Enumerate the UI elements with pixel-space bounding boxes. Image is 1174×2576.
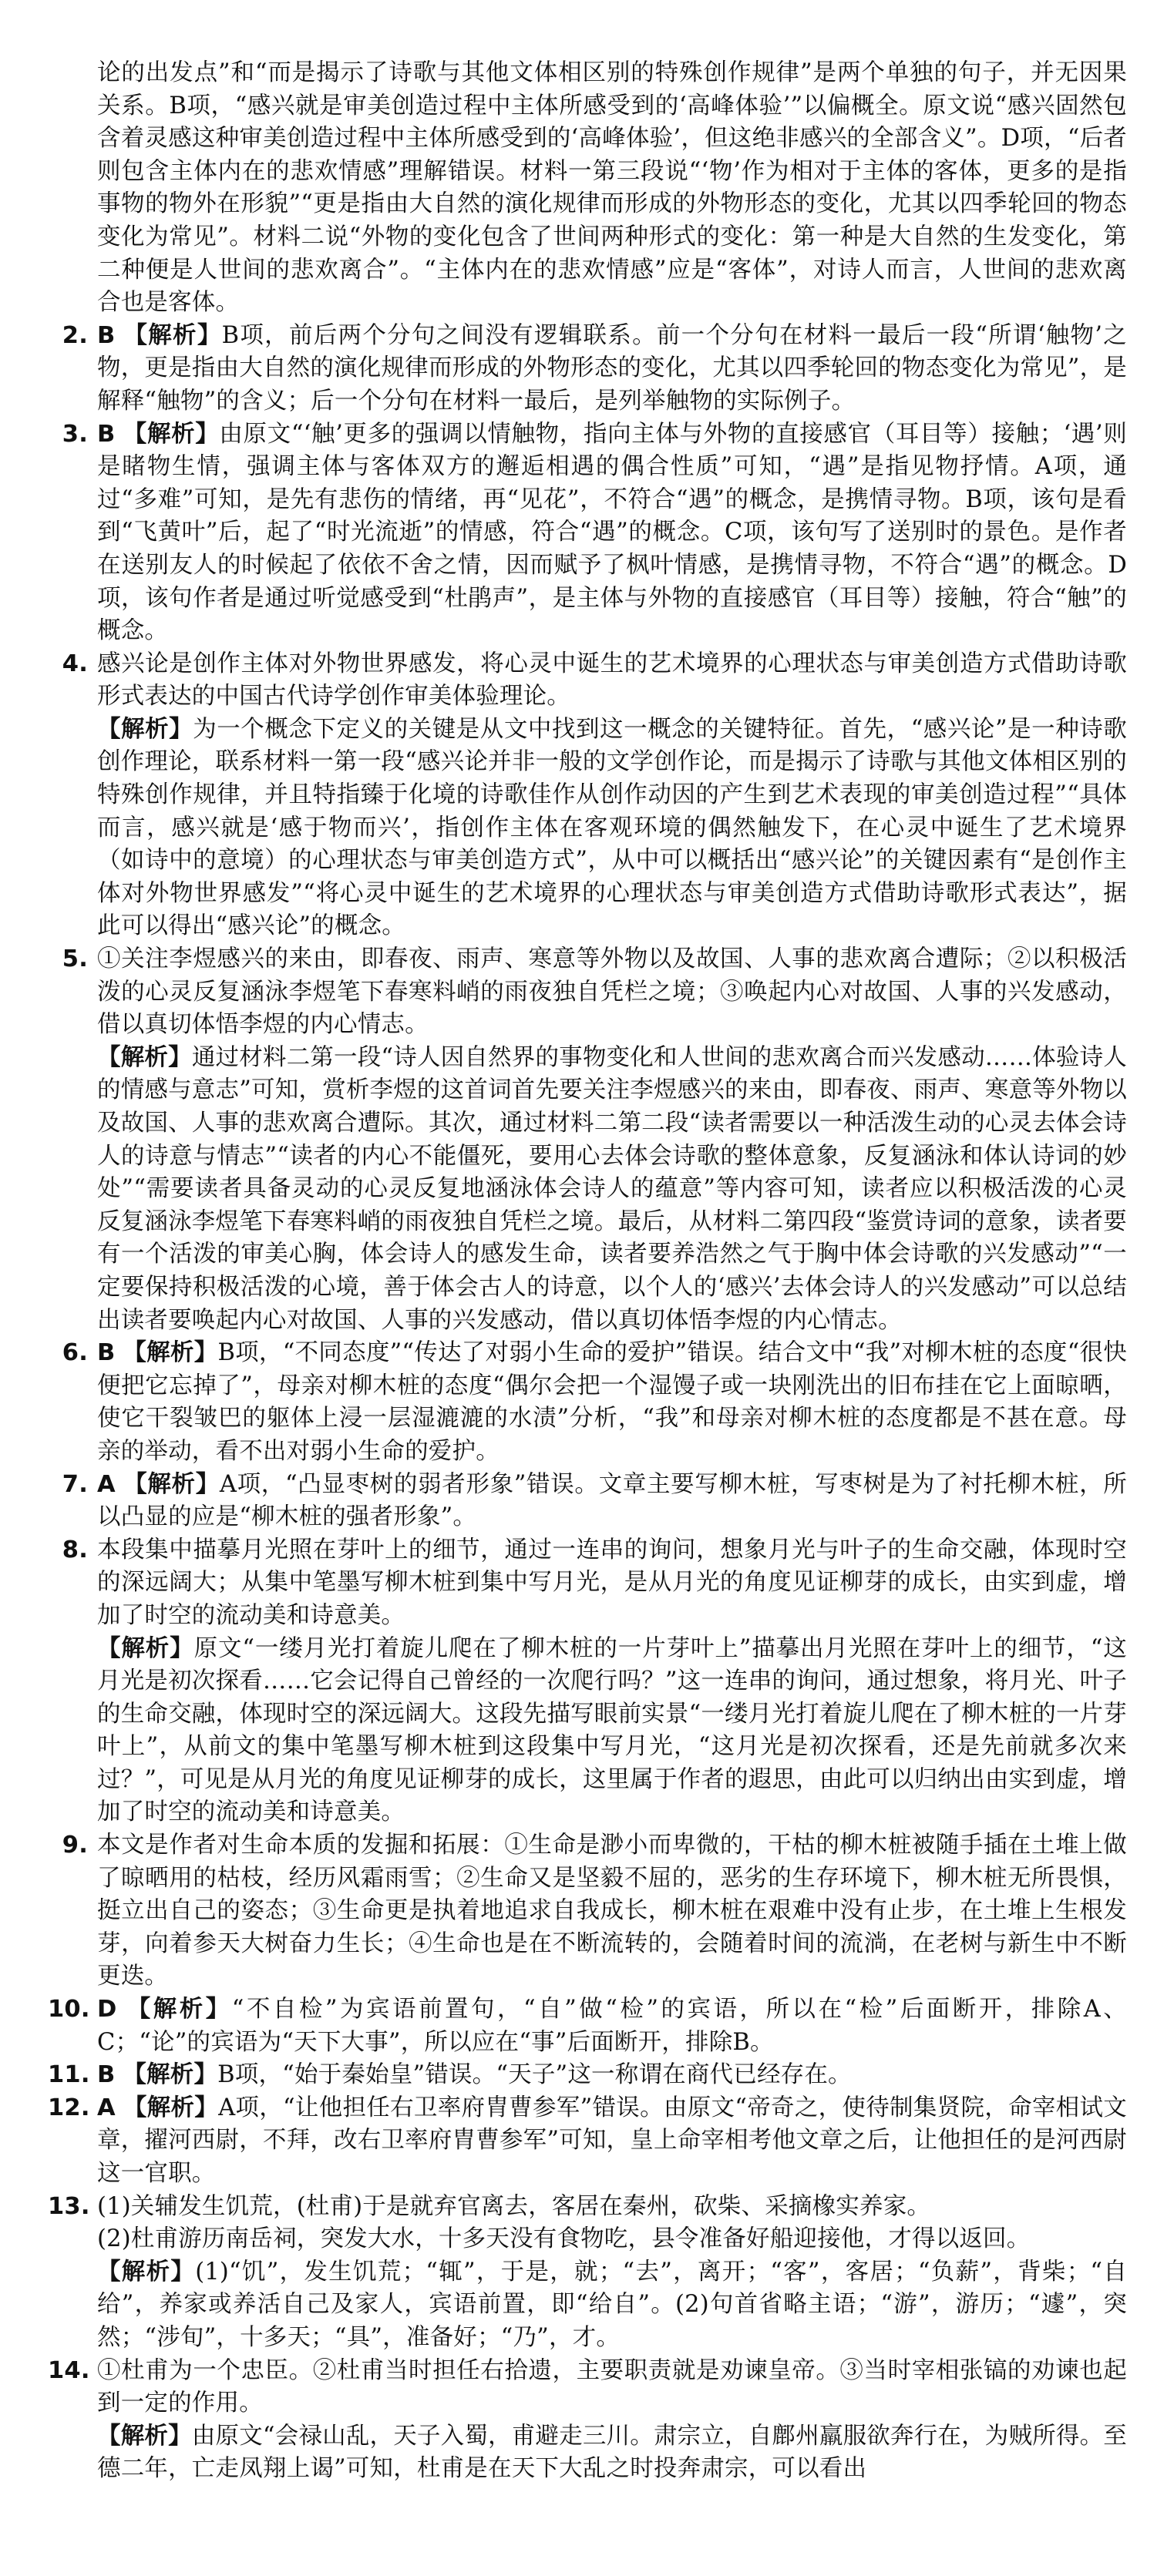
analysis-tag: 【解析】: [97, 2422, 192, 2450]
answer-item-8: [48, 1534, 1127, 1829]
answer-item-3: [48, 418, 1127, 648]
answer-text: 本段集中描摹月光照在芽叶上的细节，通过一连串的询问，想象月光与叶子的生命交融，体现时空的深远阔大；从集中笔墨写柳木桩到集中写月光，是从月光的角度见证柳芽的成长，由实到虚，增加了时空的流动美和诗意美。: [97, 1536, 1127, 1629]
answer-choice: A: [97, 2094, 116, 2121]
answer-content: [48, 57, 1127, 2486]
lead-paragraph: 论的出发点”和“而是揭示了诗歌与其他文体相区别的特殊创作规律”是两个单独的句子，并无因果关系。B项，“感兴就是审美创造过程中主体所感受到的‘高峰体验’”以偏概全。原文说“感兴固然包含着灵感这种审美创造过程中主体所感受到的‘高峰体验’，但这绝非感兴的全部含义”。D项，“后者则包含主体内在的悲欢情感”理解错误。材料一第三段说“‘物’作为相对于主体的客体，更多的是指事物的物外在形貌”“更是指由大自然的演化规律而形成的外物形态的变化，尤其以四季轮回的物态变化为常见”。材料二说“外物的变化包含了世间两种形式的变化：第一种是大自然的生发变化，第二种便是人世间的悲欢离合”。“主体内在的悲欢情感”应是“客体”，对诗人而言，人世间的悲欢离合也是客体。: [97, 59, 1127, 317]
item-number: 7.: [62, 1470, 88, 1498]
analysis-text: 为一个概念下定义的关键是从文中找到这一概念的关键特征。首先，“感兴论”是一种诗歌创作理论，联系材料一第一段“感兴论并非一般的文学创作论，而是揭示了诗歌与其他文体相区别的特殊创作规律，并且特指臻于化境的诗歌佳作从创作动因的产生到艺术表现的审美创造过程”“具体而言，感兴就是‘感于物而兴’，指创作主体在客观环境的偶然触发下，在心灵中诞生了艺术境界（如诗中的意境）的心理状态与审美创造方式”，从中可以概括出“感兴论”的关键因素有“是创作主体对外物世界感发”“将心灵中诞生的艺术境界的心理状态与审美创造方式借助诗歌形式表达”，据此可以得出“感兴论”的概念。: [97, 715, 1127, 940]
analysis-text: 由原文“会禄山乱，天子入蜀，甫避走三川。肃宗立，自鄜州羸服欲奔行在，为贼所得。至德二年，亡走凤翔上谒”可知，杜甫是在天下大乱之时投奔肃宗，可以看出: [97, 2422, 1127, 2483]
item-number: 8.: [62, 1536, 88, 1563]
analysis-text: 由原文“‘触’更多的强调以情触物，指向主体与外物的直接感官（耳目等）接触；‘遇’则是睹物生情，强调主体与客体双方的邂逅相遇的偶合性质”可知，“遇”是指见物抒情。A项，通过“多难”可知，是先有悲伤的情绪，再“见花”，不符合“遇”的概念，是携情寻物。B项，该句是看到“飞黄叶”后，起了“时光流逝”的情感，符合“遇”的概念。C项，该句写了送别时的景色。是作者在送别友人的时候起了依依不舍之情，因而赋予了枫叶情感，是携情寻物，不符合“遇”的概念。D项，该句作者是通过听觉感受到“杜鹃声”，是主体与外物的直接感官（耳目等）接触，符合“触”的概念。: [97, 420, 1127, 645]
answer-choice: B: [97, 2061, 116, 2089]
item-number: 14.: [48, 2356, 90, 2384]
answer-item-7: [48, 1469, 1127, 1534]
analysis-tag: 【解析】: [97, 1043, 192, 1071]
item-number: 6.: [62, 1339, 88, 1367]
analysis-tag: 【解析】: [123, 1339, 218, 1367]
item-number: 9.: [62, 1832, 88, 1859]
answer-text: 本文是作者对生命本质的发掘和拓展：①生命是渺小而卑微的，干枯的柳木桩被随手插在土堆上做了晾晒用的枯枝，经历风霜雨雪；②生命又是坚毅不屈的，恶劣的生存环境下，柳木桩无所畏惧，挺立出自己的姿态；③生命更是执着地追求自我成长，柳木桩在艰难中没有止步，在土堆上生根发芽，向着参天大树奋力生长；④生命也是在不断流转的，会随着时间的流淌，在老树与新生中不断更迭。: [97, 1832, 1127, 1990]
item-number: 10.: [48, 1996, 90, 2024]
answer-item-11: [48, 2059, 1127, 2092]
answer-text: ①杜甫为一个忠臣。②杜甫当时担任右拾遗，主要职责就是劝谏皇帝。③当时宰相张镐的劝谏也起到一定的作用。: [97, 2356, 1127, 2417]
answer-text-2: (2)杜甫游历南岳祠，突发大水，十多天没有食物吃，县令准备好船迎接他，才得以返回。: [97, 2225, 1031, 2253]
answer-item-14: [48, 2355, 1127, 2486]
answer-item-5: [48, 943, 1127, 1337]
answer-item-6: [48, 1337, 1127, 1468]
answer-item-10: [48, 1993, 1127, 2059]
item-number: 12.: [48, 2094, 90, 2121]
answer-item-12: [48, 2092, 1127, 2191]
answer-choice: D: [97, 1996, 117, 2024]
analysis-text: 原文“一缕月光打着旋儿爬在了柳木桩的一片芽叶上”描摹出月光照在芽叶上的细节，“这月光是初次探看……它会记得自己曾经的一次爬行吗？”这一连串的询问，通过想象，将月光、叶子的生命交融，体现时空的深远阔大。这段先描写眼前实景“一缕月光打着旋儿爬在了柳木桩的一片芽叶上”，从前文的集中笔墨写柳木桩到这段集中写月光，“这月光是初次探看，还是先前就多次来过？”，可见是从月光的角度见证柳芽的成长，这里属于作者的遐思，由此可以归纳出由实到虚，增加了时空的流动美和诗意美。: [97, 1634, 1127, 1826]
analysis-text: B项，“不同态度”“传达了对弱小生命的爱护”错误。结合文中“我”对柳木桩的态度“很快便把它忘掉了”，母亲对柳木桩的态度“偶尔会把一个湿馒子或一块刚洗出的旧布挂在它上面晾晒，使它干裂皱巴的躯体上浸一层湿漉漉的水渍”分析，“我”和母亲对柳木桩的态度都是不甚在意。母亲的举动，看不出对弱小生命的爱护。: [97, 1339, 1127, 1465]
item-number: 11.: [48, 2061, 90, 2089]
analysis-tag: 【解析】: [123, 420, 220, 448]
answer-item-4: [48, 648, 1127, 943]
answer-text: (1)关辅发生饥荒，(杜甫)于是就弃官离去，客居在秦州，砍柴、采摘橡实养家。: [97, 2192, 931, 2220]
analysis-tag: 【解析】: [97, 2258, 196, 2285]
item-number: 3.: [62, 420, 88, 448]
answer-item-9: [48, 1829, 1127, 1993]
analysis-text: 通过材料二第一段“诗人因自然界的事物变化和人世间的悲欢离合而兴发感动……体验诗人的情感与意志”可知，赏析李煜的这首词首先要关注李煜感兴的来由，即春夜、雨声、寒意等外物以及故国、人事的悲欢离合遭际。其次，通过材料二第二段“读者需要以一种活泼生动的心灵去体会诗人的诗意与情志”“读者的内心不能僵死，要用心去体会诗歌的整体意象，反复涵泳和体认诗词的妙处”“需要读者具备灵动的心灵反复地涵泳体会诗人的蕴意”等内容可知，读者应以积极活泼的心灵反复涵泳李煜笔下春寒料峭的雨夜独自凭栏之境。最后，从材料二第四段“鉴赏诗词的意象，读者要有一个活泼的审美心胸，体会诗人的感发生命，读者要养浩然之气于胸中体会诗歌的兴发感动”“一定要保持积极活泼的心境，善于体会古人的诗意，以个人的‘感兴’去体会诗人的兴发感动”可以总结出读者要唤起内心对故国、人事的兴发感动，借以真切体悟李煜的内心情志。: [97, 1043, 1127, 1334]
analysis-tag: 【解析】: [123, 321, 222, 349]
analysis-text: (1)“饥”，发生饥荒；“辄”，于是，就；“去”，离开；“客”，客居；“负薪”，背柴；“自给”，养家或养活自己及家人，宾语前置，即“给自”。(2)句首省略主语；“游”，游历；“遽”，突然；“涉旬”，十多天；“具”，准备好；“乃”，才。: [97, 2258, 1127, 2351]
answer-choice: B: [97, 1339, 116, 1367]
analysis-text: B项，前后两个分句之间没有逻辑联系。前一个分句在材料一最后一段“所谓‘触物’之物，更是指由大自然的演化规律而形成的外物形态的变化，尤其以四季轮回的物态变化为常见”，是解释“触物”的含义；后一个分句在材料一最后，是列举触物的实际例子。: [97, 321, 1127, 415]
answer-choice: B: [97, 321, 116, 349]
analysis-tag: 【解析】: [126, 1996, 232, 2024]
item-number: 5.: [62, 945, 88, 973]
analysis-tag: 【解析】: [97, 1634, 194, 1662]
answer-item-2: [48, 320, 1127, 418]
analysis-text: A项，“凸显枣树的弱者形象”错误。文章主要写柳木桩，写枣树是为了衬托柳木桩，所以凸显的应是“柳木桩的强者形象”。: [97, 1470, 1127, 1531]
answer-choice: B: [97, 420, 116, 448]
analysis-tag: 【解析】: [123, 2061, 218, 2089]
analysis-tag: 【解析】: [123, 1470, 220, 1498]
answer-text: 感兴论是创作主体对外物世界感发，将心灵中诞生的艺术境界的心理状态与审美创造方式借助诗歌形式表达的中国古代诗学创作审美体验理论。: [97, 650, 1127, 710]
item-number: 13.: [48, 2192, 90, 2220]
analysis-text: A项，“让他担任右卫率府胄曹参军”错误。由原文“帝奇之，使待制集贤院，命宰相试文章，擢河西尉，不拜，改右卫率府胄曹参军”可知，皇上命宰相考他文章之后，让他担任的是河西尉这一官职。: [97, 2094, 1127, 2187]
analysis-text: “不自检”为宾语前置句，“自”做“检”的宾语，所以在“检”后面断开，排除A、C；“论”的宾语为“天下大事”，所以应在“事”后面断开，排除B。: [97, 1996, 1127, 2056]
answer-choice: A: [97, 1470, 116, 1498]
analysis-text: B项，“始于秦始皇”错误。“天子”这一称谓在商代已经存在。: [217, 2061, 852, 2089]
answer-item-13: [48, 2191, 1127, 2355]
answer-text: ①关注李煜感兴的来由，即春夜、雨声、寒意等外物以及故国、人事的悲欢离合遭际；②以积极活泼的心灵反复涵泳李煜笔下春寒料峭的雨夜独自凭栏之境；③唤起内心对故国、人事的兴发感动，借以真切体悟李煜的内心情志。: [97, 945, 1127, 1039]
analysis-tag: 【解析】: [97, 715, 193, 743]
item-number: 2.: [62, 321, 88, 349]
item-number: 4.: [62, 650, 88, 677]
analysis-tag: 【解析】: [123, 2094, 219, 2121]
